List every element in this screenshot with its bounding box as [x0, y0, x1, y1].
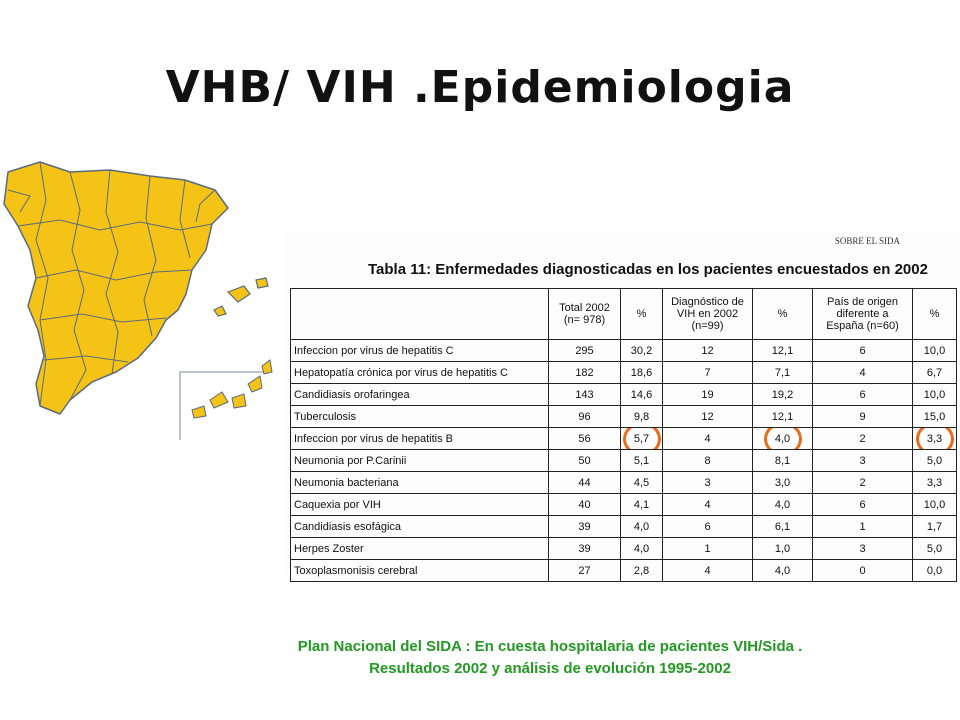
cell-p2: 3,0 — [753, 472, 813, 494]
header-total: Total 2002 (n= 978) — [549, 289, 621, 340]
cell-p1: 2,8 — [621, 560, 663, 582]
cell-origin: 6 — [813, 494, 913, 516]
cell-total: 143 — [549, 384, 621, 406]
cell-p3: 15,0 — [913, 406, 957, 428]
cell-total: 56 — [549, 428, 621, 450]
cell-origin: 6 — [813, 384, 913, 406]
cell-origin: 0 — [813, 560, 913, 582]
cell-p2: 1,0 — [753, 538, 813, 560]
cell-name: Herpes Zoster — [291, 538, 549, 560]
cell-vih: 7 — [663, 362, 753, 384]
source-note — [180, 636, 920, 680]
cell-vih: 19 — [663, 384, 753, 406]
table-body — [291, 340, 957, 582]
cell-p2: 4,0 — [753, 428, 813, 450]
balearic-islands — [214, 278, 268, 316]
table-row — [291, 362, 957, 384]
cell-vih: 6 — [663, 516, 753, 538]
cell-p1: 4,0 — [621, 516, 663, 538]
doc-header: SOBRE EL SIDA — [834, 236, 900, 246]
cell-p3: 6,7 — [913, 362, 957, 384]
spain-mainland — [4, 162, 228, 414]
table-row — [291, 538, 957, 560]
header-pct-total: % — [621, 289, 663, 340]
cell-total: 39 — [549, 516, 621, 538]
cell-vih: 4 — [663, 494, 753, 516]
cell-name: Tuberculosis — [291, 406, 549, 428]
cell-p3: 5,0 — [913, 450, 957, 472]
highlight-circle — [764, 428, 802, 450]
source-note-line1: Plan Nacional del SIDA : En cuesta hospitalaria de pacientes VIH/Sida . — [297, 638, 803, 655]
cell-total: 39 — [549, 538, 621, 560]
cell-name: Infeccion por virus de hepatitis B — [291, 428, 549, 450]
table-header-row — [291, 289, 957, 340]
cell-p2: 12,1 — [753, 406, 813, 428]
cell-p2: 12,1 — [753, 340, 813, 362]
cell-name: Toxoplasmonisis cerebral — [291, 560, 549, 582]
cell-name: Neumonia bacteriana — [291, 472, 549, 494]
header-pct-vih: % — [753, 289, 813, 340]
table-scan — [286, 232, 960, 582]
cell-origin: 2 — [813, 472, 913, 494]
cell-vih: 12 — [663, 340, 753, 362]
cell-total: 27 — [549, 560, 621, 582]
cell-origin: 2 — [813, 428, 913, 450]
cell-origin: 3 — [813, 538, 913, 560]
cell-p1: 14,6 — [621, 384, 663, 406]
cell-p1: 4,1 — [621, 494, 663, 516]
cell-origin: 9 — [813, 406, 913, 428]
cell-vih: 4 — [663, 428, 753, 450]
cell-vih: 4 — [663, 560, 753, 582]
cell-p1: 18,6 — [621, 362, 663, 384]
cell-p3: 0,0 — [913, 560, 957, 582]
cell-name: Candidiasis esofágica — [291, 516, 549, 538]
table-row — [291, 406, 957, 428]
cell-vih: 1 — [663, 538, 753, 560]
table-row — [291, 560, 957, 582]
cell-p2: 19,2 — [753, 384, 813, 406]
cell-p1: 4,5 — [621, 472, 663, 494]
cell-p1: 5,1 — [621, 450, 663, 472]
cell-total: 50 — [549, 450, 621, 472]
table-row — [291, 494, 957, 516]
cell-p1: 30,2 — [621, 340, 663, 362]
cell-p1: 4,0 — [621, 538, 663, 560]
cell-p1: 5,7 — [621, 428, 663, 450]
cell-total: 40 — [549, 494, 621, 516]
cell-total: 182 — [549, 362, 621, 384]
cell-p3: 5,0 — [913, 538, 957, 560]
cell-p2: 8,1 — [753, 450, 813, 472]
cell-origin: 6 — [813, 340, 913, 362]
cell-p2: 6,1 — [753, 516, 813, 538]
header-origin: País de origen diferente a España (n=60) — [813, 289, 913, 340]
spain-map — [0, 160, 280, 440]
table-row — [291, 472, 957, 494]
canary-islands — [180, 360, 272, 440]
cell-p3: 1,7 — [913, 516, 957, 538]
table-row — [291, 450, 957, 472]
highlight-circle — [623, 428, 661, 450]
cell-vih: 12 — [663, 406, 753, 428]
cell-total: 44 — [549, 472, 621, 494]
cell-origin: 1 — [813, 516, 913, 538]
cell-p3: 10,0 — [913, 384, 957, 406]
table-row — [291, 516, 957, 538]
disease-table — [290, 288, 957, 582]
header-vih: Diagnóstico de VIH en 2002 (n=99) — [663, 289, 753, 340]
cell-p1: 9,8 — [621, 406, 663, 428]
source-note-line2: Resultados 2002 y análisis de evolución 1995-2002 — [369, 660, 731, 677]
cell-p3: 10,0 — [913, 494, 957, 516]
cell-name: Caquexia por VIH — [291, 494, 549, 516]
cell-p3: 10,0 — [913, 340, 957, 362]
cell-name: Neumonia por P.Carinii — [291, 450, 549, 472]
header-disease — [291, 289, 549, 340]
cell-p3: 3,3 — [913, 472, 957, 494]
cell-vih: 8 — [663, 450, 753, 472]
cell-p2: 4,0 — [753, 560, 813, 582]
cell-name: Hepatopatía crónica por virus de hepatitis C — [291, 362, 549, 384]
cell-total: 96 — [549, 406, 621, 428]
cell-p3: 3,3 — [913, 428, 957, 450]
table-caption: Tabla 11: Enfermedades diagnosticadas en los pacientes encuestados en 2002 — [368, 261, 928, 278]
slide-title: VHB/ VIH .Epidemiologia — [165, 62, 795, 113]
cell-p2: 4,0 — [753, 494, 813, 516]
header-pct-origin: % — [913, 289, 957, 340]
cell-name: Candidiasis orofaringea — [291, 384, 549, 406]
cell-p2: 7,1 — [753, 362, 813, 384]
cell-total: 295 — [549, 340, 621, 362]
table-row — [291, 340, 957, 362]
highlight-circle — [916, 428, 954, 450]
table-row — [291, 428, 957, 450]
table-row — [291, 384, 957, 406]
cell-origin: 4 — [813, 362, 913, 384]
cell-origin: 3 — [813, 450, 913, 472]
cell-name: Infeccion por virus de hepatitis C — [291, 340, 549, 362]
cell-vih: 3 — [663, 472, 753, 494]
